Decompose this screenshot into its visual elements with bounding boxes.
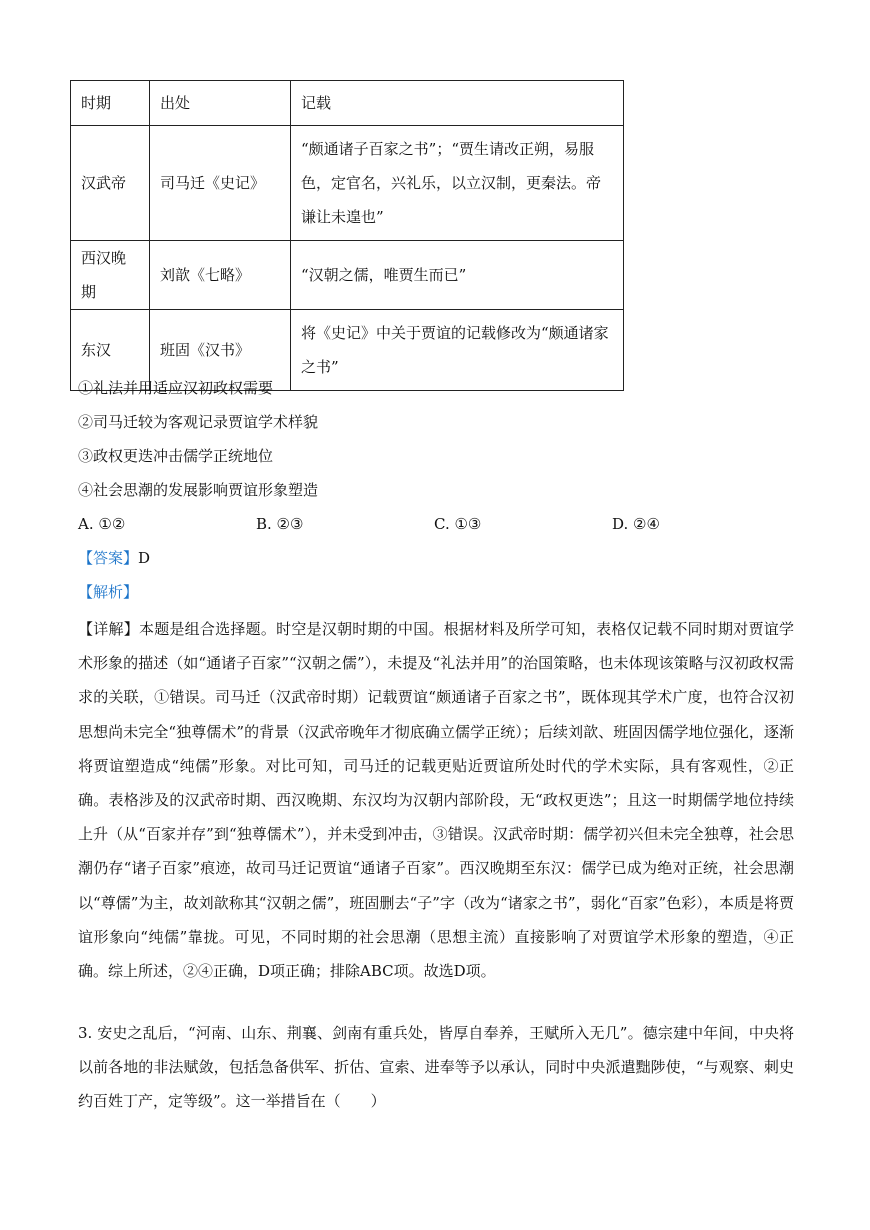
header-record: 记载 xyxy=(291,81,624,126)
cell-period: 西汉晚期 xyxy=(71,241,150,310)
header-period: 时期 xyxy=(71,81,150,126)
detail-text: 本题是组合选择题。时空是汉朝时期的中国。根据材料及所学可知，表格仅记载不同时期对贾谊学术形象的描述（如“通诸子百家”“汉朝之儒”），未提及“礼法并用”的治国策略，也未体现该策略与汉初政权需求的关联，①错误。司马迁（汉武帝时期）记载贾谊“颇通诸子百家之书”，既体现其学术广度，也符合汉初思想尚未完全“独尊儒术”的背景（汉武帝晚年才彻底确立儒学正统）；后续刘歆、班固因儒学地位强化，逐渐将贾谊塑造成“纯儒”形象。对比可知，司马迁的记载更贴近贾谊所处时代的学术实际，具有客观性，②正确。表格涉及的汉武帝时期、西汉晚期、东汉均为汉朝内部阶段，无“政权更迭”；且这一时期儒学地位持续上升（从“百家并存”到“独尊儒术”），并未受到冲击，③错误。汉武帝时期：儒学初兴但未完全独尊，社会思潮仍存“诸子百家”痕迹，故司马迁记贾谊“通诸子百家”。西汉晚期至东汉：儒学已成为绝对正统，社会思潮以“尊儒”为主，故刘歆称其“汉朝之儒”，班固删去“子”字（改为“诸家之书”，弱化“百家”色彩），本质是将贾谊形象向“纯儒”靠拢。可见，不同时期的社会思潮（思想主流）直接影响了对贾谊学术形象的塑造，④正确。综上所述，②④正确，D项正确；排除ABC项。故选D项。 xyxy=(78,620,794,981)
table-header-row xyxy=(71,81,624,126)
cell-source: 刘歆《七略》 xyxy=(150,241,291,310)
analysis-tag: 【解析】 xyxy=(78,583,139,601)
cell-record: “汉朝之儒，唯贾生而已” xyxy=(291,241,624,310)
analysis-heading xyxy=(78,582,138,602)
question-3: 3. 安史之乱后，“河南、山东、荆襄、剑南有重兵处，皆厚自奉养，王赋所入无几”。德宗建中年间，中央将以前各地的非法赋敛，包括急备供军、折估、宣索、进奉等予以承认，同时中央派遣黜陟使，“与观察、刺史约百姓丁产，定等级”。这一举措旨在（ ） xyxy=(78,1024,794,1110)
statement-1: ①礼法并用适应汉初政权需要 xyxy=(78,379,274,397)
detail-tag: 【详解】 xyxy=(78,620,139,638)
choice-d: D. ②④ xyxy=(612,515,660,533)
cell-record: “颇通诸子百家之书”；“贾生请改正朔，易服色，定官名，兴礼乐，以立汉制，更秦法。帝谦让未遑也” xyxy=(291,126,624,241)
cell-period: 汉武帝 xyxy=(71,126,150,241)
records-table xyxy=(70,80,624,391)
cell-source: 司马迁《史记》 xyxy=(150,126,291,241)
header-source: 出处 xyxy=(150,81,291,126)
choice-b: B. ②③ xyxy=(256,515,304,533)
detail-paragraph xyxy=(78,612,794,988)
choice-a: A. ①② xyxy=(78,515,126,533)
statement-4: ④社会思潮的发展影响贾谊形象塑造 xyxy=(78,481,319,499)
cell-period: 东汉 xyxy=(71,310,150,391)
cell-record: 将《史记》中关于贾谊的记载修改为“颇通诸家之书” xyxy=(291,310,624,391)
choice-c: C. ①③ xyxy=(434,515,482,533)
answer-tag: 【答案】 xyxy=(78,549,139,567)
statement-2: ②司马迁较为客观记录贾谊学术样貌 xyxy=(78,413,319,431)
answer-line xyxy=(78,548,150,568)
table-row xyxy=(71,126,624,241)
table-row xyxy=(71,241,624,310)
answer-value: D xyxy=(138,549,151,567)
statement-3: ③政权更迭冲击儒学正统地位 xyxy=(78,447,274,465)
cell-source: 班固《汉书》 xyxy=(150,310,291,391)
